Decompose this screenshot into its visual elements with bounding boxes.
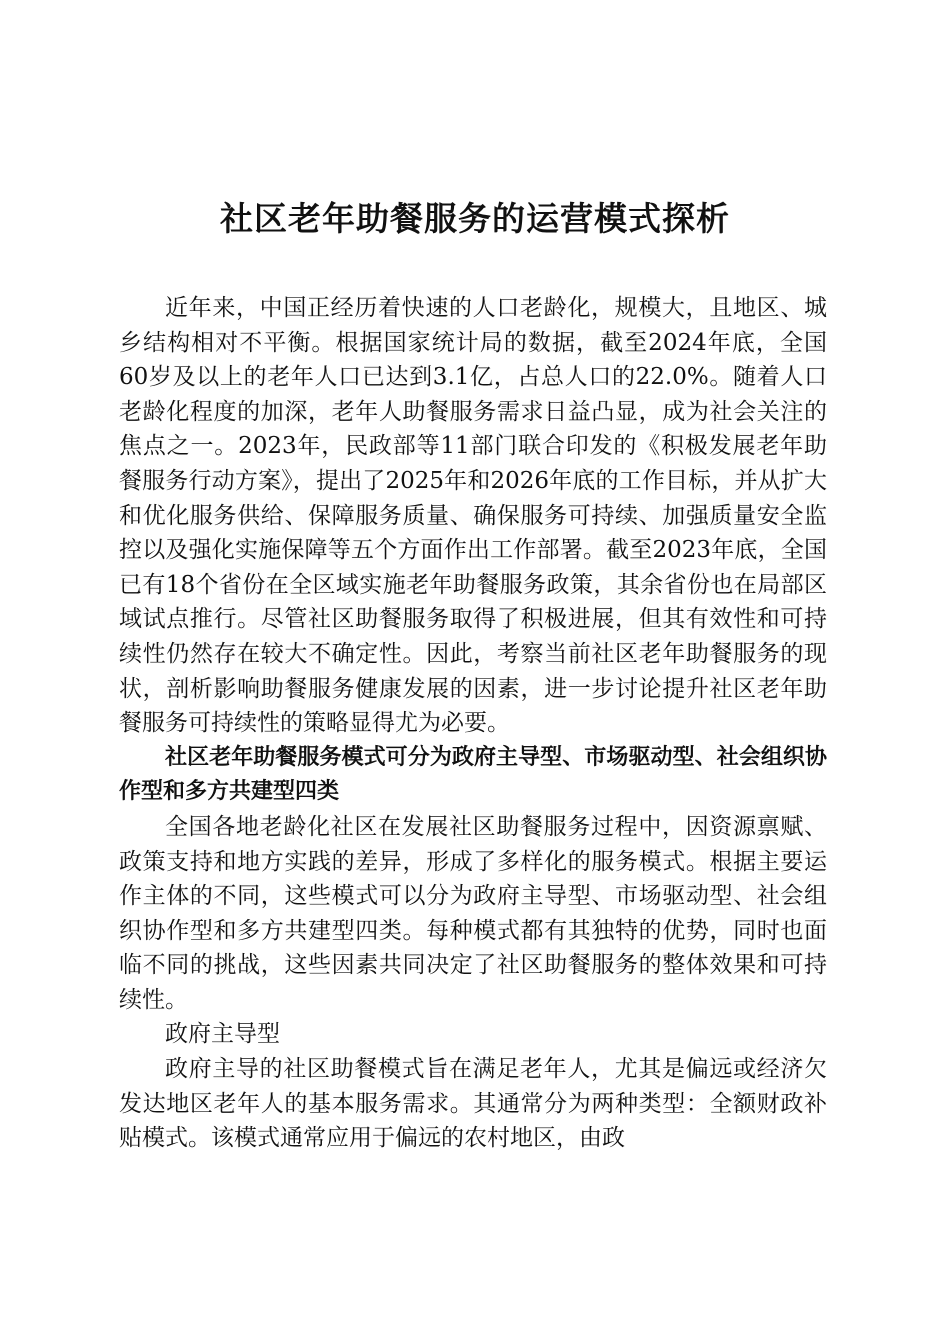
document-body (119, 291, 827, 1156)
section-paragraph: 全国各地老龄化社区在发展社区助餐服务过程中，因资源禀赋、政策支持和地方实践的差异，形成了多样化的服务模式。根据主要运作主体的不同，这些模式可以分为政府主导型、市场驱动型、社会组织协作型和多方共建型四类。每种模式都有其独特的优势，同时也面临不同的挑战，这些因素共同决定了社区助餐服务的整体效果和可持续性。 (119, 813, 827, 1013)
subsection-heading: 政府主导型 (165, 1021, 280, 1048)
intro-paragraph: 近年来，中国正经历着快速的人口老龄化，规模大，且地区、城乡结构相对不平衡。根据国家统计局的数据，截至2024年底，全国60岁及以上的老年人口已达到3.1亿，占总人口的22.0%。随着人口老龄化程度的加深，老年人助餐服务需求日益凸显，成为社会关注的焦点之一。2023年，民政部等11部门联合印发的《积极发展老年助餐服务行动方案》，提出了2025年和2026年底的工作目标，并从扩大和优化服务供给、保障服务质量、确保服务可持续、加强质量安全监控以及强化实施保障等五个方面作出工作部署。截至2023年底，全国已有18个省份在全区域实施老年助餐服务政策，其余省份也在局部区域试点推行。尽管社区助餐服务取得了积极进展，但其有效性和可持续性仍然存在较大不确定性。因此，考察当前社区老年助餐服务的现状，剖析影响助餐服务健康发展的因素，进一步讨论提升社区老年助餐服务可持续性的策略显得尤为必要。 (119, 295, 827, 737)
section-heading: 社区老年助餐服务模式可分为政府主导型、市场驱动型、社会组织协作型和多方共建型四类 (119, 744, 827, 805)
document-title: 社区老年助餐服务的运营模式探析 (220, 199, 730, 238)
subsection-paragraph: 政府主导的社区助餐模式旨在满足老年人，尤其是偏远或经济欠发达地区老年人的基本服务需求。其通常分为两种类型：全额财政补贴模式。该模式通常应用于偏远的农村地区，由政 (119, 1056, 827, 1152)
